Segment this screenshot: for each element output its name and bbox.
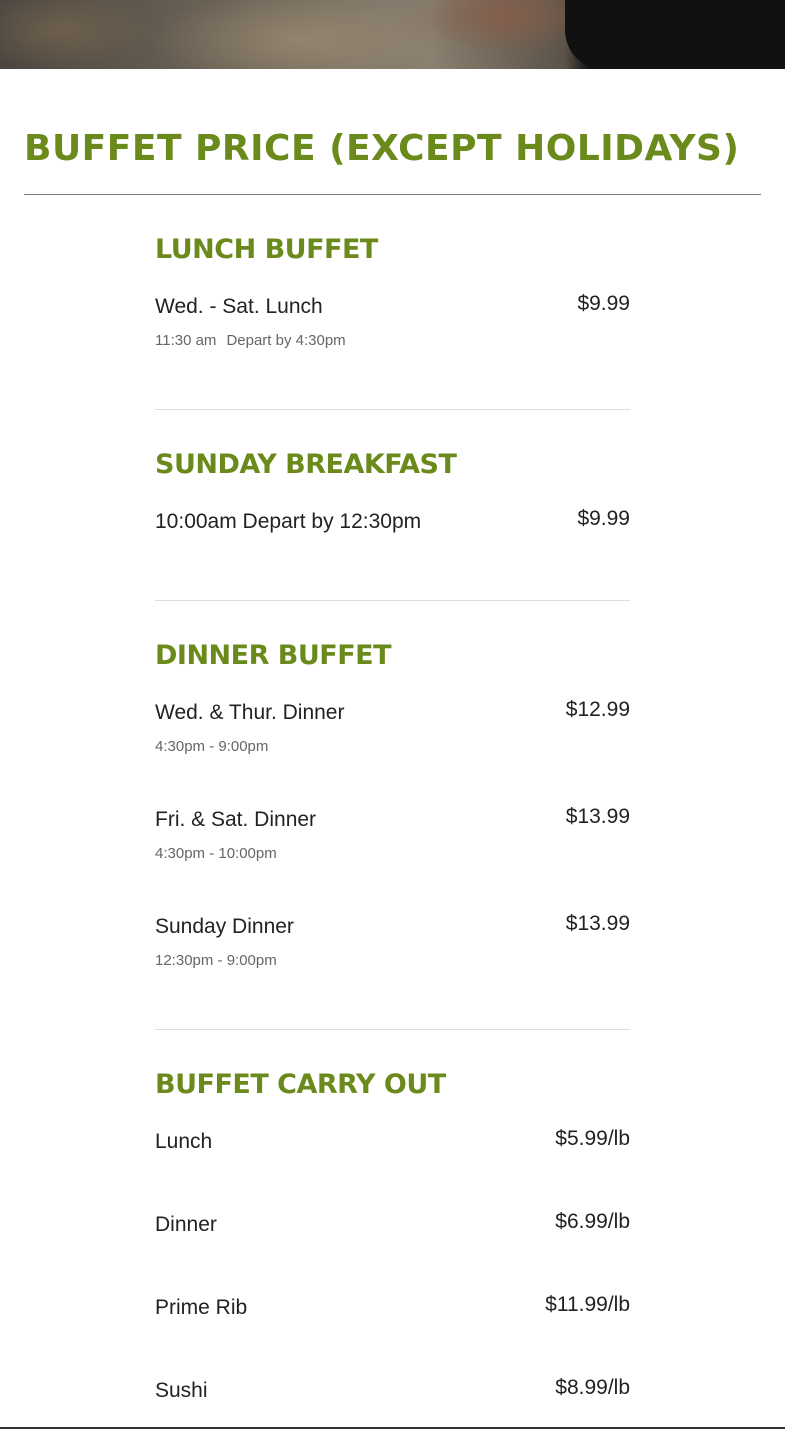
hero-image-shadow	[565, 0, 785, 69]
section-heading-carryout: BUFFET CARRY OUT	[155, 1069, 446, 1100]
menu-item-name: Sunday Dinner	[155, 915, 294, 938]
title-divider	[24, 194, 761, 195]
menu-item-name: Wed. & Thur. Dinner	[155, 701, 345, 724]
menu-item-note: 4:30pm - 10:00pm	[155, 845, 277, 862]
menu-item-name: Fri. & Sat. Dinner	[155, 808, 317, 831]
menu-item-name: 10:00am Depart by 12:30pm	[155, 510, 422, 533]
menu-item-price: $13.99	[565, 805, 630, 828]
menu-item-note	[155, 332, 346, 349]
menu-item-price: $11.99/lb	[545, 1293, 630, 1316]
menu-item-price: $9.99	[577, 292, 630, 315]
page-title: BUFFET PRICE (EXCEPT HOLIDAYS)	[24, 128, 740, 169]
menu-item-name: Lunch	[155, 1130, 213, 1153]
hero-image	[0, 0, 785, 69]
section-divider	[155, 409, 630, 410]
menu-item-price: $13.99	[565, 912, 630, 935]
menu-item-price: $6.99/lb	[555, 1210, 630, 1233]
section-divider	[155, 1029, 630, 1030]
section-heading-dinner: DINNER BUFFET	[155, 640, 392, 671]
menu-item-time: 11:30 am	[155, 332, 217, 349]
menu-item-price: $9.99	[577, 507, 630, 530]
menu-item-name: Wed. - Sat. Lunch	[155, 295, 323, 318]
menu-item-name: Sushi	[155, 1379, 208, 1402]
menu-item-note: 12:30pm - 9:00pm	[155, 952, 277, 969]
section-heading-lunch: LUNCH BUFFET	[155, 234, 378, 265]
menu-item-name: Dinner	[155, 1213, 217, 1236]
menu-item-price: $8.99/lb	[555, 1376, 630, 1399]
section-divider	[155, 600, 630, 601]
menu-item-price: $12.99	[565, 698, 630, 721]
menu-item-depart: Depart by 4:30pm	[226, 332, 346, 349]
menu-item-name: Prime Rib	[155, 1296, 248, 1319]
menu-item-price: $5.99/lb	[555, 1127, 630, 1150]
section-heading-breakfast: SUNDAY BREAKFAST	[155, 449, 457, 480]
menu-item-note: 4:30pm - 9:00pm	[155, 738, 269, 755]
